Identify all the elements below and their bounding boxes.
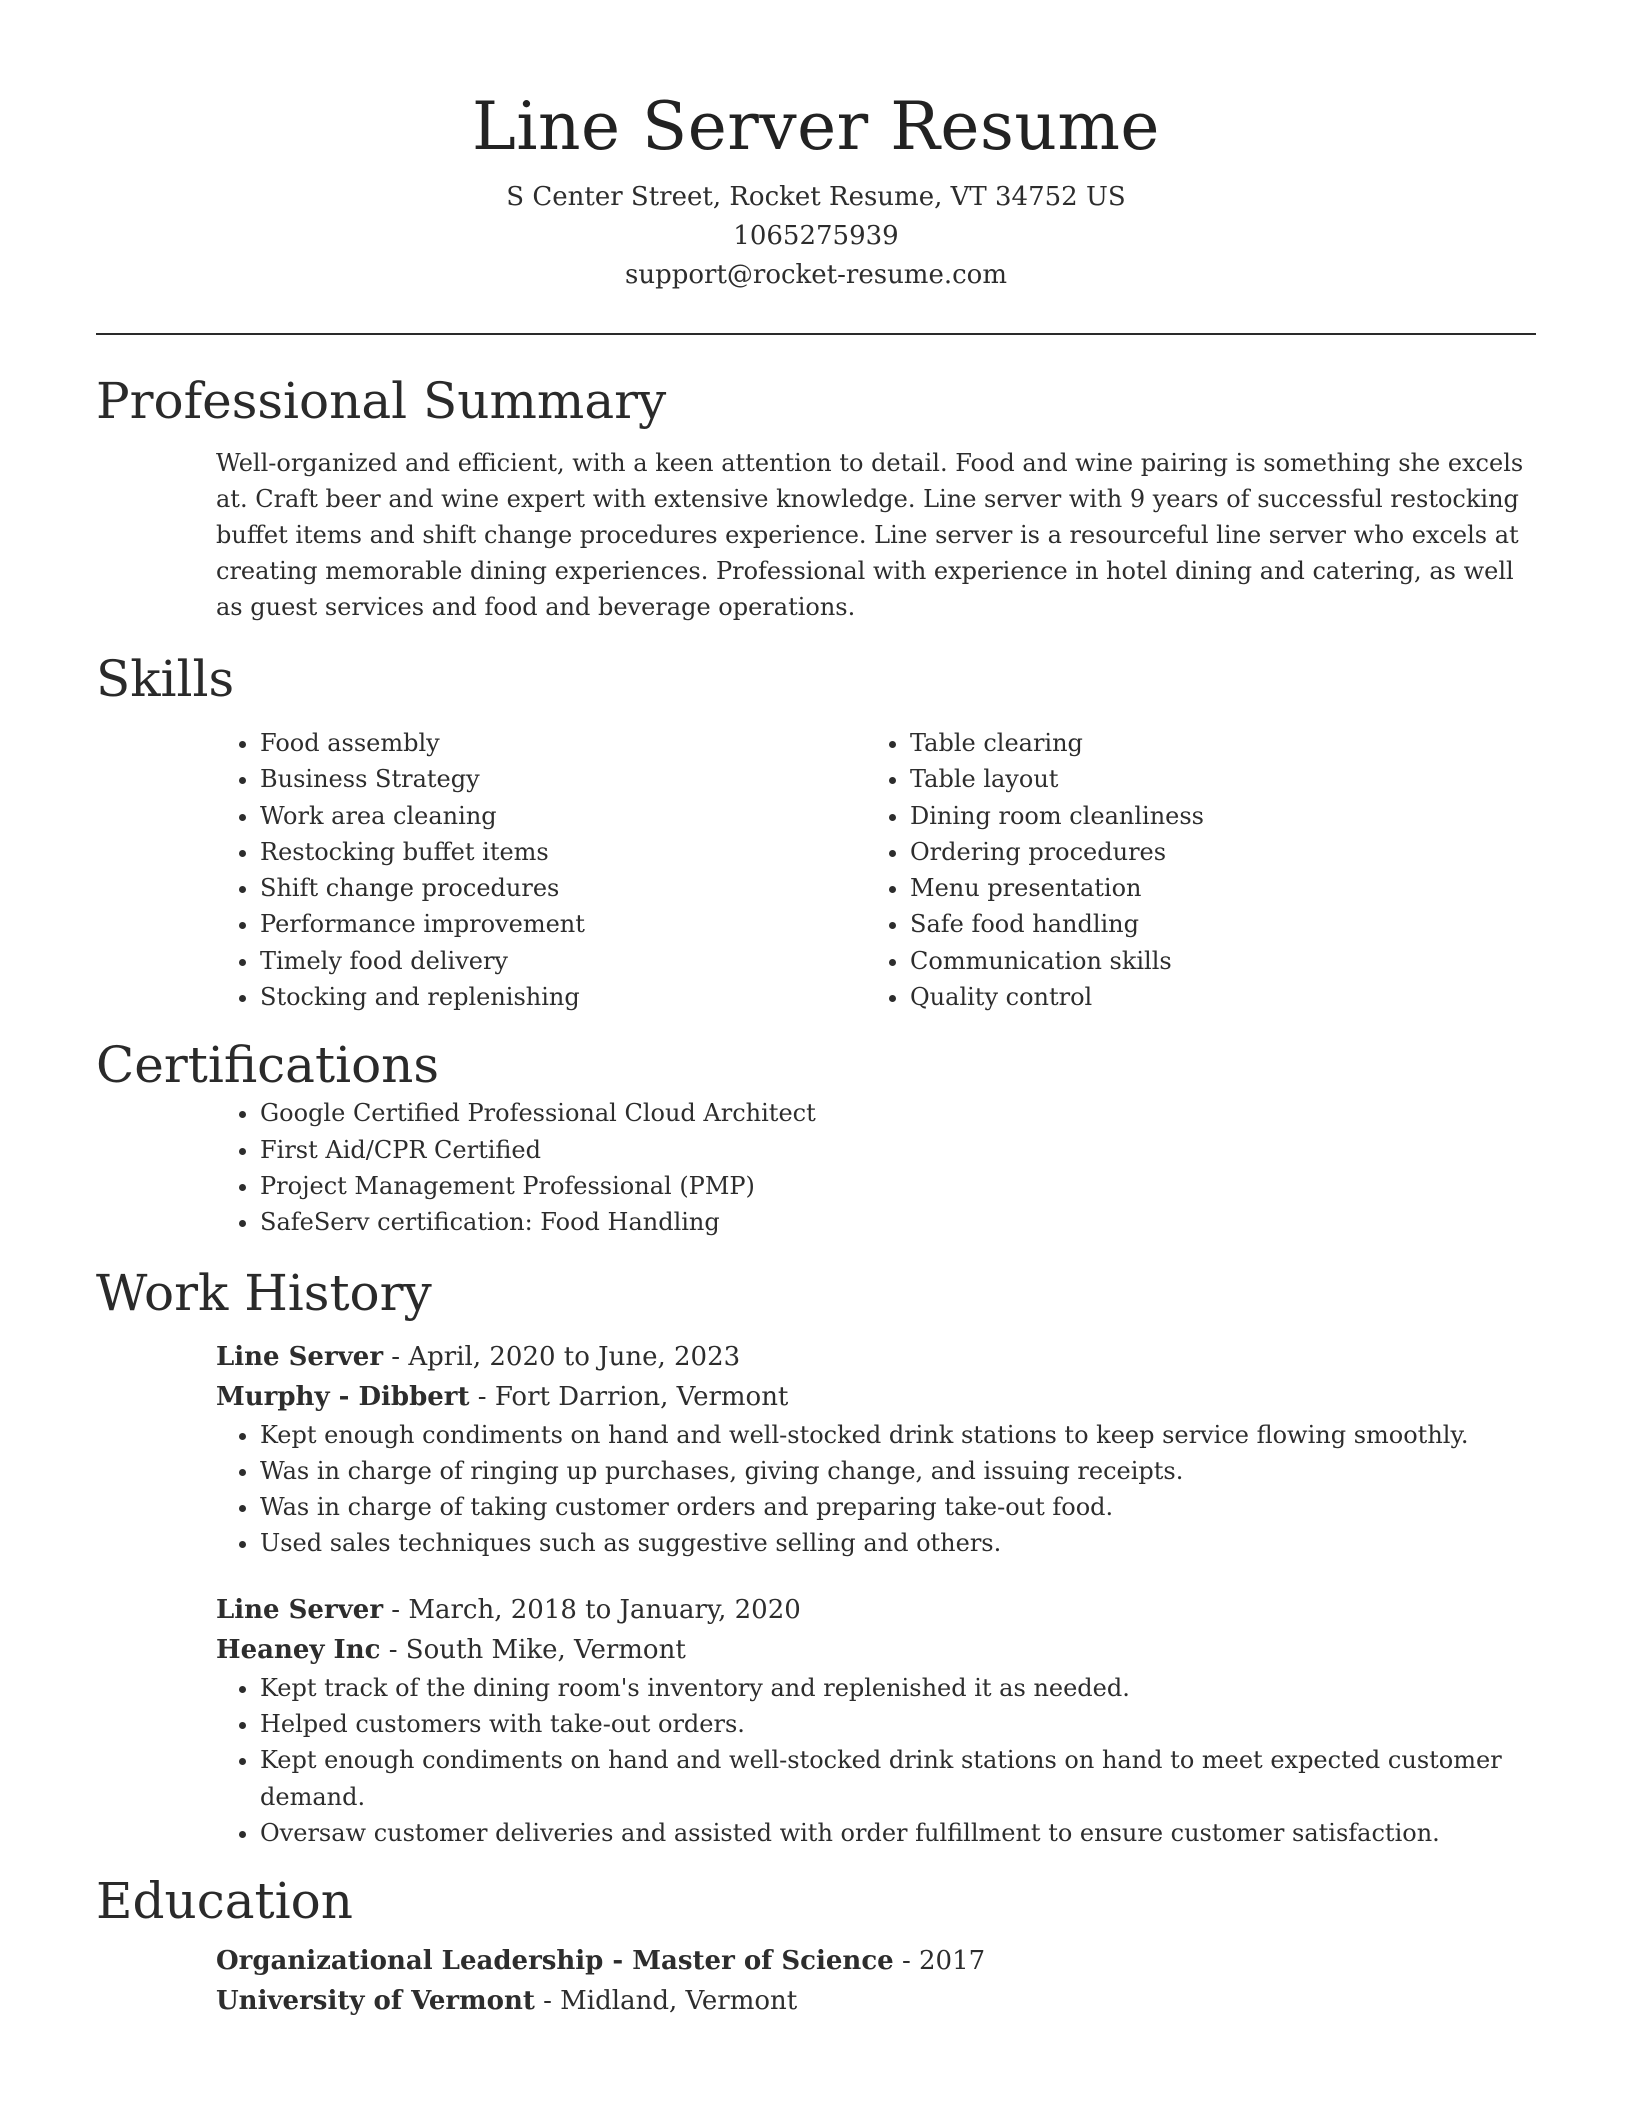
skill-item: • Work area cleaning bbox=[260, 798, 910, 834]
education-degree-line bbox=[216, 1941, 1536, 1981]
skills-section bbox=[96, 649, 1536, 1015]
skills-list-left bbox=[96, 725, 910, 1015]
skill-item: • Menu presentation bbox=[910, 870, 1530, 906]
skill-item: • Restocking buffet items bbox=[260, 834, 910, 870]
job-location: - Fort Darrion, Vermont bbox=[469, 1381, 789, 1412]
job-duty: • Helped customers with take-out orders. bbox=[260, 1706, 1536, 1742]
certifications-section bbox=[96, 1035, 1536, 1240]
job-company: Murphy - Dibbert bbox=[216, 1381, 470, 1412]
certification-item: • First Aid/CPR Certified bbox=[260, 1132, 1536, 1168]
job-location: - South Mike, Vermont bbox=[380, 1634, 686, 1665]
skill-item: • Timely food delivery bbox=[260, 943, 910, 979]
skills-list-right bbox=[910, 725, 1530, 1015]
education-heading: Education bbox=[96, 1872, 353, 1931]
resume-page bbox=[96, 0, 1536, 2021]
education-school: University of Vermont bbox=[216, 1986, 535, 2017]
skill-item: • Stocking and replenishing bbox=[260, 979, 910, 1015]
resume-header bbox=[96, 0, 1536, 295]
job-role: Line Server bbox=[216, 1341, 384, 1372]
job-duty: • Kept track of the dining room's inventory and replenished it as needed. bbox=[260, 1670, 1536, 1706]
education-location: - Midland, Vermont bbox=[534, 1986, 798, 2017]
certification-item: • SafeServ certification: Food Handling bbox=[260, 1204, 1536, 1240]
job-duty: • Was in charge of taking customer orders and preparing take-out food. bbox=[260, 1489, 1536, 1525]
job-entry bbox=[96, 1590, 1536, 1851]
job-company: Heaney Inc bbox=[216, 1634, 381, 1665]
job-dates: - April, 2020 to June, 2023 bbox=[383, 1341, 741, 1372]
education-year: - 2017 bbox=[893, 1946, 986, 1977]
resume-title: Line Server Resume bbox=[472, 88, 1160, 165]
summary-heading: Professional Summary bbox=[96, 372, 667, 430]
contact-address: S Center Street, Rocket Resume, VT 34752 US bbox=[506, 182, 1126, 212]
job-company-line bbox=[216, 1630, 1536, 1670]
job-title-line bbox=[216, 1590, 1536, 1630]
skill-item: • Ordering procedures bbox=[910, 834, 1530, 870]
job-entry bbox=[96, 1337, 1536, 1562]
job-dates: - March, 2018 to January, 2020 bbox=[383, 1594, 801, 1625]
skill-item: • Table layout bbox=[910, 761, 1530, 797]
job-company-line bbox=[216, 1377, 1536, 1417]
certification-item: • Google Certified Professional Cloud Architect bbox=[260, 1095, 1536, 1131]
skill-item: • Quality control bbox=[910, 979, 1530, 1015]
skill-item: • Business Strategy bbox=[260, 761, 910, 797]
summary-text: Well-organized and efficient, with a keen attention to detail. Food and wine pairing is something she excels at. Craft beer and wine expert with extensive knowledge. Line server with 9 years of successful restocking buffet items and shift change procedures experience. Line server is a resourceful line server who excels at creating memorable dining experiences. Professional with experience in hotel dining and catering, as well as guest services and food and beverage operations. bbox=[216, 449, 1524, 621]
work-history-heading: Work History bbox=[96, 1263, 432, 1322]
contact-phone: 1065275939 bbox=[733, 221, 899, 251]
education-entry bbox=[96, 1941, 1536, 2021]
skill-item: • Performance improvement bbox=[260, 906, 910, 942]
skill-item: • Safe food handling bbox=[910, 906, 1530, 942]
work-history-section bbox=[96, 1263, 1536, 1852]
job-duty: • Oversaw customer deliveries and assisted with order fulfillment to ensure customer satisfaction. bbox=[260, 1815, 1536, 1851]
skill-item: • Shift change procedures bbox=[260, 870, 910, 906]
job-role: Line Server bbox=[216, 1594, 384, 1625]
certifications-list bbox=[96, 1095, 1536, 1240]
certifications-heading: Certifications bbox=[96, 1036, 440, 1095]
education-school-line bbox=[216, 1981, 1536, 2021]
certification-item: • Project Management Professional (PMP) bbox=[260, 1168, 1536, 1204]
job-duty: • Kept enough condiments on hand and well-stocked drink stations to keep service flowing smoothly. bbox=[260, 1417, 1536, 1453]
header-divider bbox=[96, 333, 1536, 335]
skills-heading: Skills bbox=[96, 650, 235, 708]
job-duty: • Used sales techniques such as suggestive selling and others. bbox=[260, 1525, 1536, 1561]
education-section bbox=[96, 1871, 1536, 2021]
job-duty: • Was in charge of ringing up purchases, giving change, and issuing receipts. bbox=[260, 1453, 1536, 1489]
job-duties-list bbox=[96, 1417, 1536, 1562]
skills-columns bbox=[96, 725, 1536, 1015]
skill-item: • Food assembly bbox=[260, 725, 910, 761]
job-title-line bbox=[216, 1337, 1536, 1377]
skill-item: • Communication skills bbox=[910, 943, 1530, 979]
job-duties-list bbox=[96, 1670, 1536, 1851]
education-degree: Organizational Leadership - Master of Science bbox=[216, 1946, 894, 1977]
job-duty: • Kept enough condiments on hand and well-stocked drink stations on hand to meet expected customer demand. bbox=[260, 1742, 1536, 1815]
summary-section bbox=[96, 371, 1536, 625]
skill-item: • Table clearing bbox=[910, 725, 1530, 761]
skill-item: • Dining room cleanliness bbox=[910, 798, 1530, 834]
contact-email: support@rocket-resume.com bbox=[624, 260, 1007, 290]
